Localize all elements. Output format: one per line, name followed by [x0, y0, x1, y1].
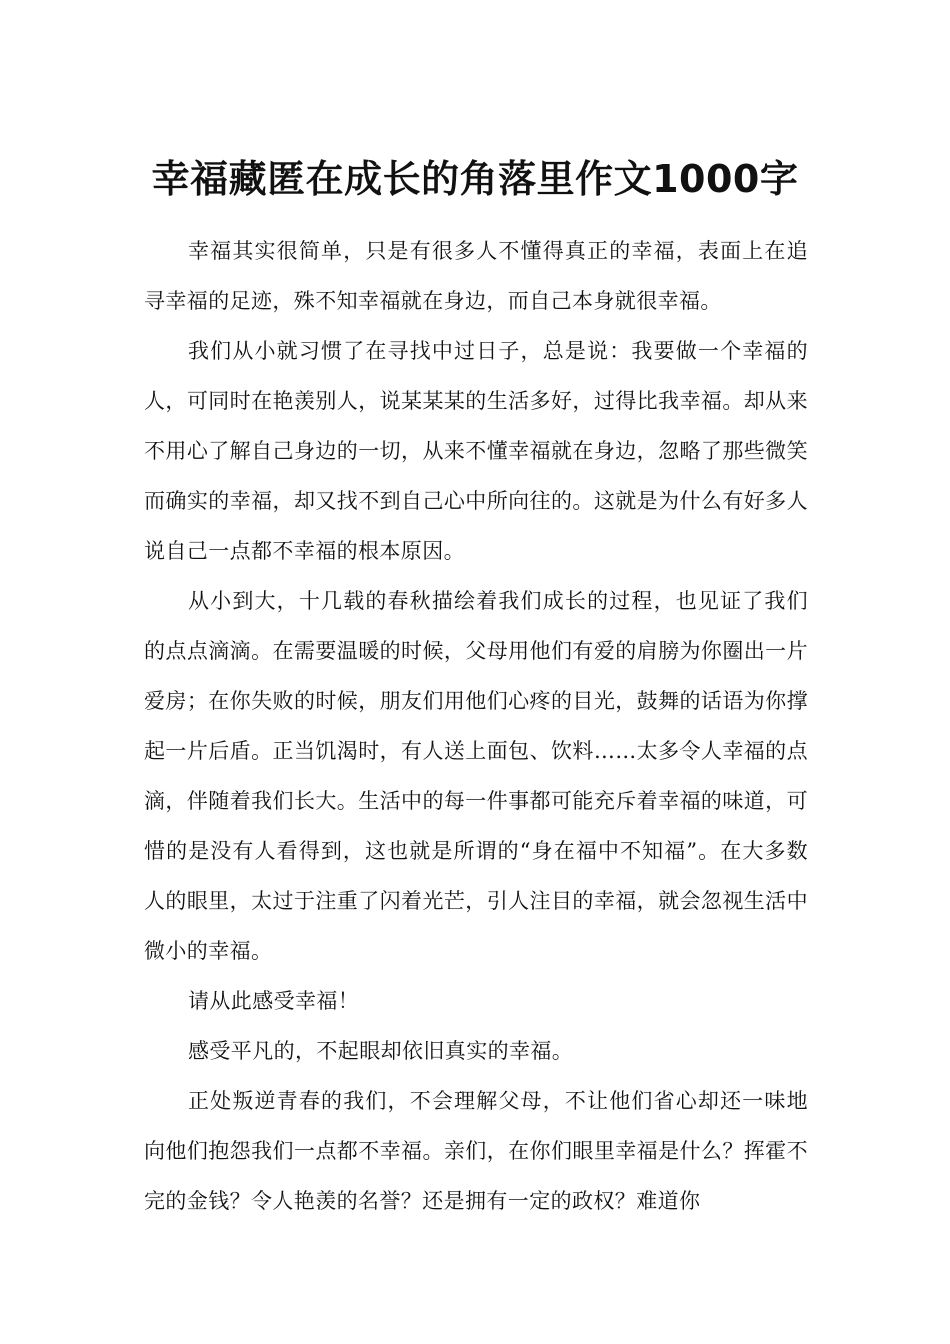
document-title: 幸福藏匿在成长的角落里作文1000字: [151, 157, 799, 202]
paragraph-2: 我们从小就习惯了在寻找中过日子，总是说：我要做一个幸福的人，可同时在艳羡别人，说某某某的生活多好，过得比我幸福。却从来不用心了解自己身边的一切，从来不懂幸福就在身边，忽略了那些微笑而确实的幸福，却又找不到自己心中所向往的。这就是为什么有好多人说自己一点都不幸福的根本原因。: [144, 339, 808, 563]
paragraph-6: 正处叛逆青春的我们，不会理解父母，不让他们省心却还一味地向他们抱怨我们一点都不幸福。亲们，在你们眼里幸福是什么？挥霍不完的金钱？令人艳羡的名誉？还是拥有一定的政权？难道你: [144, 1089, 808, 1213]
document-body: [144, 226, 808, 1226]
paragraph-1: 幸福其实很简单，只是有很多人不懂得真正的幸福，表面上在追寻幸福的足迹，殊不知幸福就在身边，而自己本身就很幸福。: [144, 239, 808, 313]
paragraph-3: 从小到大，十几载的春秋描绘着我们成长的过程，也见证了我们的点点滴滴。在需要温暖的时候，父母用他们有爱的肩膀为你圈出一片爱房；在你失败的时候，朋友们用他们心疼的目光，鼓舞的话语为你撑起一片后盾。正当饥渴时，有人送上面包、饮料……太多令人幸福的点滴，伴随着我们长大。生活中的每一件事都可能充斥着幸福的味道，可惜的是没有人看得到，这也就是所谓的“身在福中不知福”。在大多数人的眼里，太过于注重了闪着光芒，引人注目的幸福，就会忽视生活中微小的幸福。: [144, 589, 808, 963]
paragraph-4: 请从此感受幸福！: [188, 989, 360, 1013]
paragraph-5: 感受平凡的，不起眼却依旧真实的幸福。: [188, 1039, 574, 1063]
